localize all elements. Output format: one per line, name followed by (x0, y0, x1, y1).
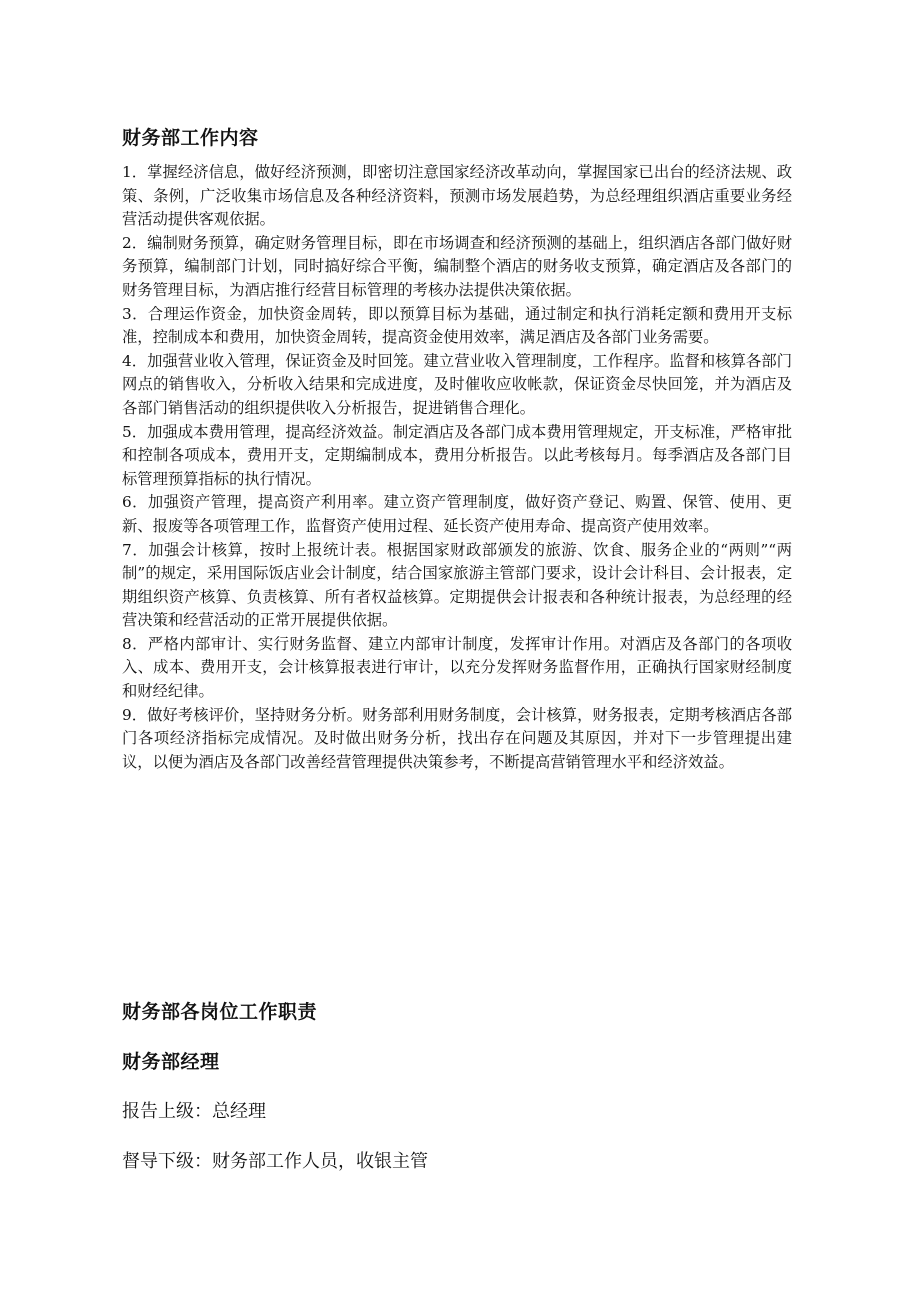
list-item: 8．严格内部审计、实行财务监督、建立内部审计制度，发挥审计作用。对酒店及各部门的各项收入、成本、费用开支，会计核算报表进行审计，以充分发挥财务监督作用，正确执行国家财经制度和财经纪律。 (122, 634, 792, 701)
list-item: 9．做好考核评价，坚持财务分析。财务部利用财务制度，会计核算，财务报表，定期考核酒店各部门各项经济指标完成情况。及时做出财务分析，找出存在问题及其原因，并对下一步管理提出建议，以便为酒店及各部门改善经营管理提供决策参考，不断提高营销管理水平和经济效益。 (122, 705, 792, 771)
section-title-work-content: 财务部工作内容 (122, 127, 259, 149)
list-item: 3．合理运作资金，加快资金周转，即以预算目标为基础，通过制定和执行消耗定额和费用开支标准，控制成本和费用，加快资金周转，提高资金使用效率，满足酒店及各部门业务需要。 (122, 304, 792, 347)
reports-to-line: 报告上级：总经理 (122, 1101, 266, 1122)
list-item: 5．加强成本费用管理，提高经济效益。制定酒店及各部门成本费用管理规定，开支标准，严格审批和控制各项成本，费用开支，定期编制成本，费用分析报告。以此考核每月。每季酒店及各部门目标管理预算指标的执行情况。 (122, 422, 792, 488)
list-item: 1．掌握经济信息，做好经济预测，即密切注意国家经济改革动向，掌握国家已出台的经济法规、政策、条例，广泛收集市场信息及各种经济资料，预测市场发展趋势，为总经理组织酒店重要业务经营活动提供客观依据。 (122, 163, 792, 229)
list-item: 6．加强资产管理，提高资产利用率。建立资产管理制度，做好资产登记、购置、保管、使用、更新、报废等各项管理工作，监督资产使用过程、延长资产使用寿命、提高资产使用效率。 (122, 493, 792, 535)
supervises-line: 督导下级：财务部工作人员，收银主管 (122, 1151, 428, 1172)
section-title-job-duties: 财务部各岗位工作职责 (122, 1001, 318, 1023)
position-title: 财务部经理 (122, 1051, 220, 1073)
list-item: 4．加强营业收入管理，保证资金及时回笼。建立营业收入管理制度，工作程序。监督和核算各部门网点的销售收入，分析收入结果和完成进度，及时催收应收帐款，保证资金尽快回笼，并为酒店及各部门销售活动的组织提供收入分析报告，捉进销售合理化。 (122, 351, 792, 417)
list-item: 2．编制财务预算，确定财务管理目标，即在市场调查和经济预测的基础上，组织酒店各部门做好财务预算，编制部门计划，同时搞好综合平衡，编制整个酒店的财务收支预算，确定酒店及各部门的财务管理目标，为酒店推行经营目标管理的考核办法提供决策依据。 (122, 233, 792, 299)
list-item: 7．加强会计核算，按时上报统计表。根据国家财政部颁发的旅游、饮食、服务企业的“两则”“两制”的规定，采用国际饭店业会计制度，结合国家旅游主管部门要求，设计会计科目、会计报表，定期组织资产核算、负责核算、所有者权益核算。定期提供会计报表和各种统计报表，为总经理的经营决策和经营活动的正常开展提供依据。 (122, 540, 792, 630)
work-content-list (122, 161, 792, 774)
